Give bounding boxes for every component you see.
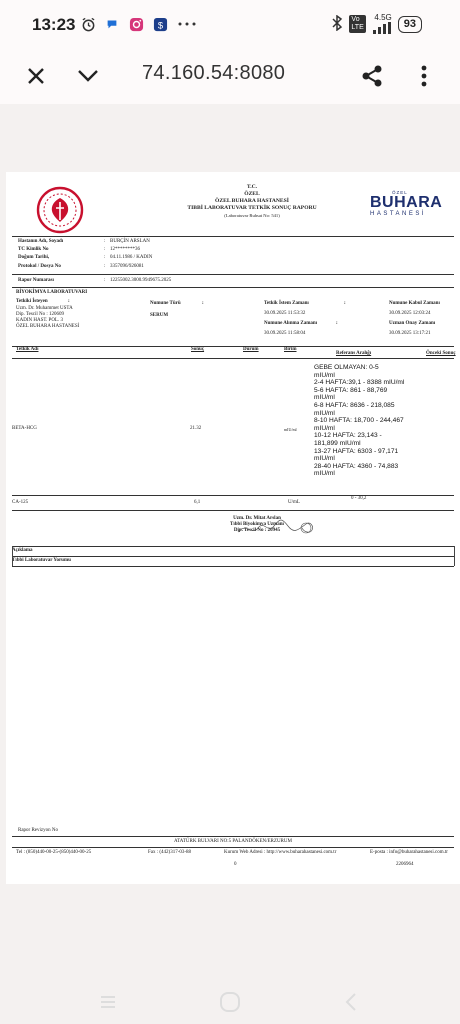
- patient-info: [18, 239, 318, 272]
- footer-address: ATATÜRK BULVARI NO:5 PALANDÖKEN/ERZURUM: [174, 839, 292, 844]
- patient-row: Protokol / Dosya No : 3357096/926081: [18, 263, 144, 269]
- footer-fax: Fax : (442)317-03-88: [148, 850, 192, 855]
- sample-type-block: Numune Türü : SERUM: [150, 301, 204, 318]
- signal-icon: 4.5G: [372, 14, 392, 34]
- col-ref: Referans Aralığı: [336, 351, 372, 356]
- menu-button[interactable]: [410, 62, 438, 90]
- close-icon: [26, 66, 46, 86]
- col-result: Sonuç: [191, 347, 205, 352]
- header-report-title: TIBBİ LABORATUVAR TETKİK SONUÇ RAPORU: [187, 205, 317, 211]
- footer-web: Kurum Web Adresi : http://www.buharahastanesi.com.tr: [224, 850, 337, 855]
- status-bar: [0, 0, 460, 48]
- report-document: [6, 172, 460, 884]
- signature-scribble: [234, 516, 324, 538]
- footer-page: 0: [234, 862, 237, 867]
- share-icon: [360, 64, 384, 88]
- accept-time-block: Numune Kabul Zamanı 30.09.2025 12:03:24 Uzman Onay Zamanı 30.09.2025 13:17:21: [389, 301, 440, 336]
- browser-toolbar: [0, 48, 460, 104]
- footer-code: 2206964: [396, 862, 414, 867]
- patient-row: TC Kimlik No : 12********36: [18, 247, 140, 253]
- volte-icon: Vo LTE: [351, 16, 364, 31]
- close-button[interactable]: [22, 62, 50, 90]
- test-reference: 0 - 30,2: [351, 496, 367, 501]
- chevron-down-icon: [76, 68, 100, 84]
- table-row: [6, 496, 460, 510]
- header-ozel: ÖZEL: [244, 191, 260, 197]
- signature-block: Uzm. Dr. Mitat Arslan Tıbbi Biyokimya Uzmanı Dip. Tescil No : 20945: [230, 516, 284, 533]
- col-unit: Birim: [284, 347, 297, 352]
- notification-icons: [80, 16, 198, 32]
- chevron-down-button[interactable]: [74, 62, 102, 90]
- lab-section-title: BİYOKİMYA LABORATUVARI: [16, 290, 88, 295]
- ministry-logo: [36, 186, 84, 234]
- request-time-block: Tetkik İstem Zamanı : 30.09.2025 11:53:32 Numune Alınma Zamanı : 30.09.2025 11:58:04: [264, 301, 346, 336]
- report-header: [146, 184, 358, 219]
- footer-tel: Tel : (850)440-00-25-(850)440-00-25: [16, 850, 92, 855]
- col-prev: Önceki Sonuç: [426, 351, 456, 356]
- hospital-brand-logo: ÖZEL BUHARA HASTANESİ: [370, 190, 443, 217]
- footer-email: E-posta : info@buharahastanesi.com.tr: [370, 850, 448, 855]
- url-text[interactable]: 74.160.54:8080: [142, 62, 286, 84]
- back-button[interactable]: [340, 990, 364, 1014]
- report-number-row: Rapor Numarası : 12255002.3000.9949675.2025: [18, 278, 172, 283]
- alarm-icon: [80, 16, 96, 32]
- bluetooth-icon: [331, 15, 343, 34]
- test-result: 6,1: [194, 500, 201, 505]
- home-button[interactable]: [218, 990, 242, 1014]
- header-tc: T.C.: [246, 184, 258, 190]
- yorum-label: Tıbbi Laboratuvar Yorumu: [12, 558, 71, 563]
- bank-app-icon: [152, 16, 168, 32]
- messenger-icon: [104, 16, 120, 32]
- col-status: Durum: [243, 347, 259, 352]
- patient-row: Doğum Tarihi, : 04.11.1986 / KADIN: [18, 255, 153, 261]
- test-unit: mIU/ml: [284, 427, 297, 432]
- share-button[interactable]: [358, 62, 386, 90]
- aciklama-label: Açıklama: [12, 548, 33, 553]
- instagram-icon: [128, 16, 144, 32]
- test-name: CA-125: [12, 500, 29, 505]
- revision-label: Rapor Revizyon No: [18, 828, 58, 833]
- header-license: (Laboratuvar Ruhsat No: 541): [224, 213, 280, 218]
- more-vert-icon: [421, 65, 427, 87]
- test-name: BETA-HCG: [12, 426, 37, 431]
- requester-block: Tetkiki İsteyen : Uzm. Dr. Muhammet USTA Dip. Tescil No : 120609 KADIN HAST. POL. 3 ÖZEL BUHARA HASTANESİ: [16, 299, 80, 329]
- col-test-name: Tetkik Adı: [16, 347, 39, 352]
- recent-apps-button[interactable]: [96, 990, 120, 1014]
- reference-ranges: GEBE OLMAYAN: 0-5 mIU/ml 2-4 HAFTA:39,1 - 8388 mIU/ml 5-6 HAFTA: 861 - 88,769 mIU/ml 6-8 HAFTA: 8636 - 218,085 mIU/ml 8-10 HAFTA: 18,700 - 244,467 mIU/ml 10-12 HAFTA: 23,143 - 181,899 mIU/ml 13-27 HAFTA: 6303 - 97,171 mIU/ml 28-40 HAFTA: 4360 - 74,883 mIU/ml: [314, 364, 405, 478]
- header-hospital: ÖZEL BUHARA HASTANESİ: [215, 198, 289, 204]
- table-row: [6, 360, 460, 494]
- home-icon: [218, 990, 242, 1014]
- svg-text:$: $: [157, 19, 163, 30]
- status-time: 13:23: [32, 15, 76, 34]
- system-navigation-bar: [0, 984, 460, 1024]
- test-unit: U/mL: [288, 500, 300, 505]
- battery-indicator: 93: [398, 16, 422, 33]
- system-icons: [331, 14, 422, 34]
- more-notifications-icon: [176, 16, 198, 32]
- recent-apps-icon: [96, 990, 120, 1014]
- test-result: 21.32: [190, 426, 202, 431]
- patient-row: Hastanın Adı, Soyadı : BURÇİN ARSLAN: [18, 239, 150, 244]
- back-icon: [340, 990, 364, 1014]
